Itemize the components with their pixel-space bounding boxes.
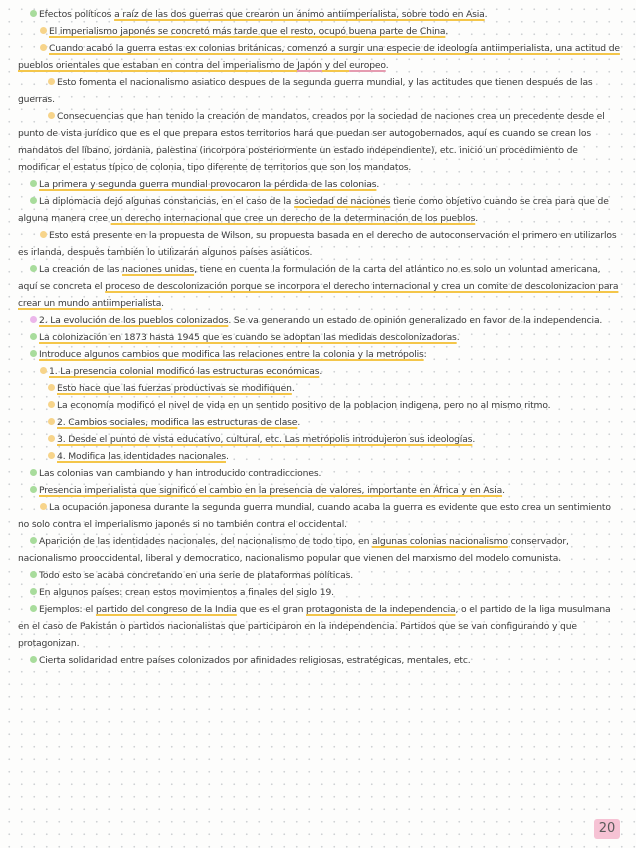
yellow-bullet-icon: [48, 452, 55, 459]
note-text: .: [161, 298, 164, 309]
yellow-bullet-icon: [40, 44, 47, 51]
note-text: Aparición de las identidades nacionales, del nacionalismo de todo tipo, en: [39, 536, 373, 547]
note-text: La economía modificó el nivel de vida en un sentido positivo de la poblacion indigena, pero no al mismo ritmo.: [57, 400, 551, 411]
yellow-bullet-icon: [40, 367, 47, 374]
note-text: . Se va generando un estado de opinión generalizado en favor de la independencia.: [228, 315, 603, 326]
note-text: , o el partido de la liga musulmana en el caso de Pakistán o partidos nacionalistas que participaron en la independencia. Partidos que se van configurando y que protagonizan.: [18, 604, 611, 649]
note-text: Efectos políticos: [39, 9, 115, 20]
green-bullet-icon: [30, 180, 37, 187]
yellow-bullet-icon: [40, 231, 47, 238]
note-paragraph: [18, 567, 621, 584]
note-paragraph: [18, 346, 621, 363]
note-paragraph: [18, 499, 621, 533]
page-number-badge: 20: [594, 819, 620, 839]
note-paragraph: [18, 482, 621, 499]
note-text: .: [472, 434, 476, 445]
note-paragraph: [18, 533, 621, 567]
highlighted-text: 2. Cambios sociales, modifica las estructuras de clase: [57, 417, 298, 428]
note-text: .: [502, 485, 505, 496]
note-text: tiene como objetivo cuando se crea para que de alguna manera cree: [18, 196, 609, 224]
note-paragraph: [18, 329, 621, 346]
note-paragraph: [18, 227, 621, 261]
note-text: .: [297, 417, 301, 428]
note-paragraph: [18, 380, 621, 397]
note-paragraph: [18, 601, 621, 652]
note-paragraph: [18, 40, 621, 74]
highlighted-text: algunas colonias nacionalismo: [372, 536, 508, 547]
highlighted-text: europeo: [349, 60, 386, 71]
highlighted-text: un derecho internacional que cree un derecho de la determinación de los pueblos: [110, 213, 476, 224]
note-text: La creación de las: [39, 264, 122, 275]
note-paragraph: [18, 176, 621, 193]
yellow-bullet-icon: [48, 78, 55, 85]
green-bullet-icon: [30, 350, 37, 357]
highlighted-text: 2. La evolución de los pueblos colonizados: [39, 315, 229, 326]
pink-bullet-icon: [30, 316, 37, 323]
highlighted-text: sociedad de naciones: [294, 196, 391, 207]
yellow-bullet-icon: [48, 435, 55, 442]
green-bullet-icon: [30, 469, 37, 476]
note-paragraph: [18, 6, 621, 23]
green-bullet-icon: [30, 333, 37, 340]
note-text: .: [226, 451, 229, 462]
green-bullet-icon: [30, 197, 37, 204]
note-paragraph: [18, 312, 621, 329]
notes-body: [18, 6, 621, 669]
note-paragraph: [18, 584, 621, 601]
green-bullet-icon: [30, 537, 37, 544]
green-bullet-icon: [30, 486, 37, 493]
green-bullet-icon: [30, 265, 37, 272]
note-text: La ocupación japonesa durante la segunda guerra mundial, cuando acaba la guerra es evidente que esto crea un sentimiento no solo contra el imperialismo japonés si no también contra el occidental.: [18, 502, 611, 530]
note-text: En algunos países: crean estos movimientos a finales del siglo 19.: [39, 587, 334, 598]
note-text: Todo esto se acaba concretando en una serie de plataformas políticas.: [39, 570, 353, 581]
note-paragraph: [18, 193, 621, 227]
highlighted-text: partido del congreso de la India: [95, 604, 237, 615]
note-text: Esto fomenta el nacionalismo asiatico despues de la segunda guerra mundial, y las actitudes que tienen después de las guerras.: [18, 77, 593, 105]
yellow-bullet-icon: [48, 384, 55, 391]
note-paragraph: [18, 431, 621, 448]
note-text: .: [291, 383, 295, 394]
note-text: que es el gran: [236, 604, 307, 615]
note-paragraph: [18, 397, 621, 414]
note-text: .: [484, 9, 488, 20]
highlighted-text: naciones unidas: [122, 264, 195, 275]
note-paragraph: [18, 74, 621, 108]
note-text: .: [475, 213, 479, 224]
highlighted-text: Japón: [297, 60, 322, 71]
note-text: .: [445, 26, 449, 37]
note-text: .: [376, 179, 380, 190]
note-paragraph: [18, 23, 621, 40]
note-text: Ejemplos: el: [39, 604, 96, 615]
highlighted-text: La colonización en 1873 hasta 1945 que es cuando se adoptan las medidas descolonizadoras: [39, 332, 457, 343]
highlighted-text: y del: [321, 60, 350, 71]
green-bullet-icon: [30, 10, 37, 17]
green-bullet-icon: [30, 656, 37, 663]
highlighted-text: a raíz de las dos guerras que crearon un ánimo antiimperialista, sobre todo en Asia: [114, 9, 485, 20]
note-paragraph: [18, 414, 621, 431]
note-paragraph: [18, 652, 621, 669]
yellow-bullet-icon: [48, 112, 55, 119]
note-paragraph: [18, 465, 621, 482]
green-bullet-icon: [30, 605, 37, 612]
green-bullet-icon: [30, 588, 37, 595]
note-paragraph: [18, 261, 621, 312]
note-text: .: [456, 332, 460, 343]
highlighted-text: El imperialismo japonés se concretó más tarde que el resto, ocupó buena parte de China: [49, 26, 446, 37]
note-text: .: [385, 60, 389, 71]
highlighted-text: Cuando acabó la guerra estas ex colonias británicas, comenzó a surgir una especie de ideología antiimperialista, una actitud de pueblos orientales que estaban en contra del imperialismo de: [18, 43, 620, 71]
highlighted-text: Esto hace que las fuerzas productivas se modifiquen: [57, 383, 292, 394]
note-text: Cierta solidaridad entre países colonizados por afinidades religiosas, estratégicas, mentales, etc.: [39, 655, 471, 666]
note-text: Consecuencias que han tenido la creación de mandatos, creados por la sociedad de naciones crea un precedente desde el punto de vista jurídico que es el que prepara estos territorios hará que puedan ser autogobernados, aquí es cuando se crean los mandatos del líbano, jordania, palestina (incorpora posteriormente un estado independiente), etc. inició un procedimiento de modificar el estatus típico de colonia, tipo diferente de territorios que son los mandatos.: [18, 111, 605, 173]
note-paragraph: [18, 448, 621, 465]
highlighted-text: 3. Desde el punto de vista educativo, cultural, etc. Las metrópolis introdujeron sus ideologías: [57, 434, 473, 445]
green-bullet-icon: [30, 571, 37, 578]
yellow-bullet-icon: [48, 418, 55, 425]
highlighted-text: La primera y segunda guerra mundial provocaron la pérdida de las colonias: [39, 179, 377, 190]
highlighted-text: 4. Modifica las identidades nacionales: [57, 451, 226, 462]
note-text: :: [423, 349, 427, 360]
yellow-bullet-icon: [40, 27, 47, 34]
highlighted-text: proceso de descolonización porque se incorpora el derecho internacional y crea un comite de descolonizacion para crear un mundo antiimperialista: [18, 281, 619, 309]
highlighted-text: Presencia imperialista que significó el cambio en la presencia de valores, importante en África y en Asia: [39, 485, 503, 496]
note-text: conservador, nacionalismo prooccidental, liberal y democratico, nacionalismo popular que vienen del marxismo del modelo comunista.: [18, 536, 569, 564]
yellow-bullet-icon: [40, 503, 47, 510]
note-text: La diplomacia dejó algunas constancias, en el caso de la: [39, 196, 295, 207]
note-paragraph: [18, 108, 621, 176]
highlighted-text: Introduce algunos cambios que modifica las relaciones entre la colonia y la metrópolis: [39, 349, 424, 360]
note-text: Las colonias van cambiando y han introducido contradicciones.: [39, 468, 322, 479]
highlighted-text: protagonista de la independencia: [306, 604, 456, 615]
note-paragraph: [18, 363, 621, 380]
highlighted-text: 1. La presencia colonial modificó las estructuras económicas: [49, 366, 320, 377]
note-text: Esto está presente en la propuesta de Wilson, su propuesta basada en el derecho de autoconservación el primero en utilizarlos es irlanda, después también lo utilizarán algunos países asiáticos.: [18, 230, 617, 258]
note-text: .: [319, 366, 323, 377]
note-text: , tiene en cuenta la formulación de la carta del atlántico no es solo un voluntad americana, aquí se concreta el: [18, 264, 601, 292]
yellow-bullet-icon: [48, 401, 55, 408]
